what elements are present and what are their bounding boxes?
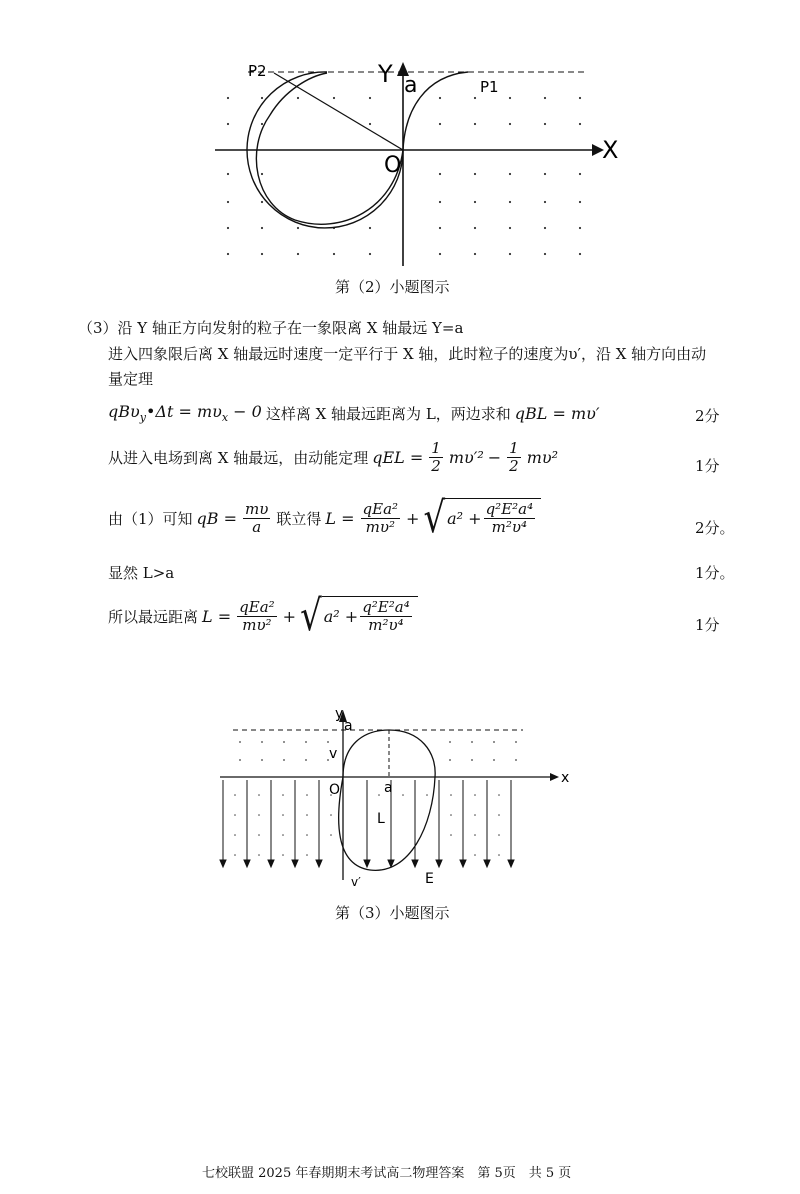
eq5-plus: +	[282, 606, 297, 626]
section3-intro-line2: 进入四象限后离 X 轴最远时速度一定平行于 X 轴，此时粒子的速度为υ′，沿 X 轴方向由动	[108, 345, 707, 363]
dot-grid	[227, 97, 581, 255]
equation-5	[108, 591, 418, 641]
label-a-top: a	[344, 718, 353, 734]
score-eq4: 1分。	[695, 564, 735, 582]
eq3-text2: 联立得	[276, 509, 322, 528]
label-L: L	[377, 811, 385, 827]
label-p1: P1	[480, 78, 499, 96]
x-axis-arrow	[550, 773, 559, 781]
radical-symbol: √	[300, 591, 322, 641]
section3-intro-line1: （3）沿 Y 轴正方向发射的粒子在一象限离 X 轴最远 Y=a	[78, 319, 464, 337]
section3-intro-line3: 量定理	[108, 370, 154, 388]
eq3-sqrt	[423, 493, 541, 543]
score-eq3: 2分。	[695, 519, 735, 537]
eq3-rad-a: a² +	[447, 509, 482, 528]
eq5-sqrt	[300, 591, 418, 641]
eq3-rad-frac: $\frac{\text{q²E²a⁴}}{\text{m²υ⁴}}$	[485, 500, 534, 536]
radical-symbol: √	[423, 493, 446, 543]
eq3-l: L =	[325, 508, 355, 528]
label-a-axis: a	[384, 780, 393, 796]
eq2-term2: mυ²	[526, 448, 559, 467]
eq5-rad-a: a² +	[323, 607, 359, 626]
eq2-term1: mυ′²	[448, 448, 484, 467]
score-eq2: 1分	[695, 457, 720, 475]
electric-field-lines	[220, 780, 514, 867]
eq1-rhs: qBL = mυ′	[514, 403, 600, 423]
label-y-axis: Y	[378, 60, 393, 88]
eq3-text: 由（1）可知	[108, 509, 193, 528]
label-x: x	[561, 770, 570, 786]
score-eq1: 2分	[695, 407, 720, 425]
trajectory-circle-lower	[256, 73, 403, 224]
figure-3-caption: 第（3）小题图示	[335, 904, 450, 922]
eq5-frac-l: $\frac{\text{qEa²}}{\text{mυ²}}$	[239, 597, 275, 634]
figure-2-diagram	[200, 40, 640, 270]
equation-1	[108, 402, 600, 424]
label-origin: O	[329, 782, 341, 798]
label-origin: O	[384, 153, 402, 178]
score-eq5: 1分	[695, 616, 720, 634]
label-a: a	[404, 73, 418, 98]
label-v: v	[329, 746, 338, 762]
eq5-l: L =	[202, 606, 232, 626]
eq1-lhs: qBυ$_y$•Δt = $m\upsilon_x - 0$	[108, 402, 262, 425]
eq1-text: 这样离 X 轴最远距离为 L，两边求和	[265, 404, 511, 423]
label-y: y	[335, 706, 344, 722]
eq3-frac-l: $\frac{\text{qEa²}}{\text{mυ²}}$	[362, 499, 399, 536]
eq2-lhs: qEL =	[372, 448, 424, 467]
figure-2-caption: 第（2）小题图示	[335, 278, 450, 296]
label-p2: P2	[248, 62, 267, 80]
label-x-axis: X	[602, 136, 619, 164]
eq2-frac1: $\frac{1}{2}$	[431, 439, 441, 475]
page-footer: 七校联盟 2025 年春期期末考试高二物理答案 第 5页 共 5 页	[202, 1166, 572, 1181]
eq3-frac-qb: $\frac{m\upsilon}{a}$	[245, 499, 269, 536]
label-E: E	[425, 871, 434, 887]
eq5-text: 所以最远距离	[108, 607, 199, 626]
equation-3	[108, 493, 541, 543]
eq5-rad-frac: $\frac{\text{q²E²a⁴}}{\text{m²υ⁴}}$	[362, 598, 410, 634]
eq3-lhs: qB =	[196, 508, 238, 528]
eq2-frac2: $\frac{1}{2}$	[509, 439, 519, 475]
equation-2	[108, 440, 558, 475]
equation-4: 显然 L>a	[108, 564, 175, 582]
figure-3-diagram	[205, 700, 595, 900]
dot-grid-upper	[239, 741, 517, 761]
label-v-prime: v′	[351, 875, 361, 889]
eq2-minus: −	[487, 448, 502, 467]
eq3-plus: +	[406, 508, 420, 528]
eq2-text: 从进入电场到离 X 轴最远，由动能定理	[108, 449, 369, 467]
